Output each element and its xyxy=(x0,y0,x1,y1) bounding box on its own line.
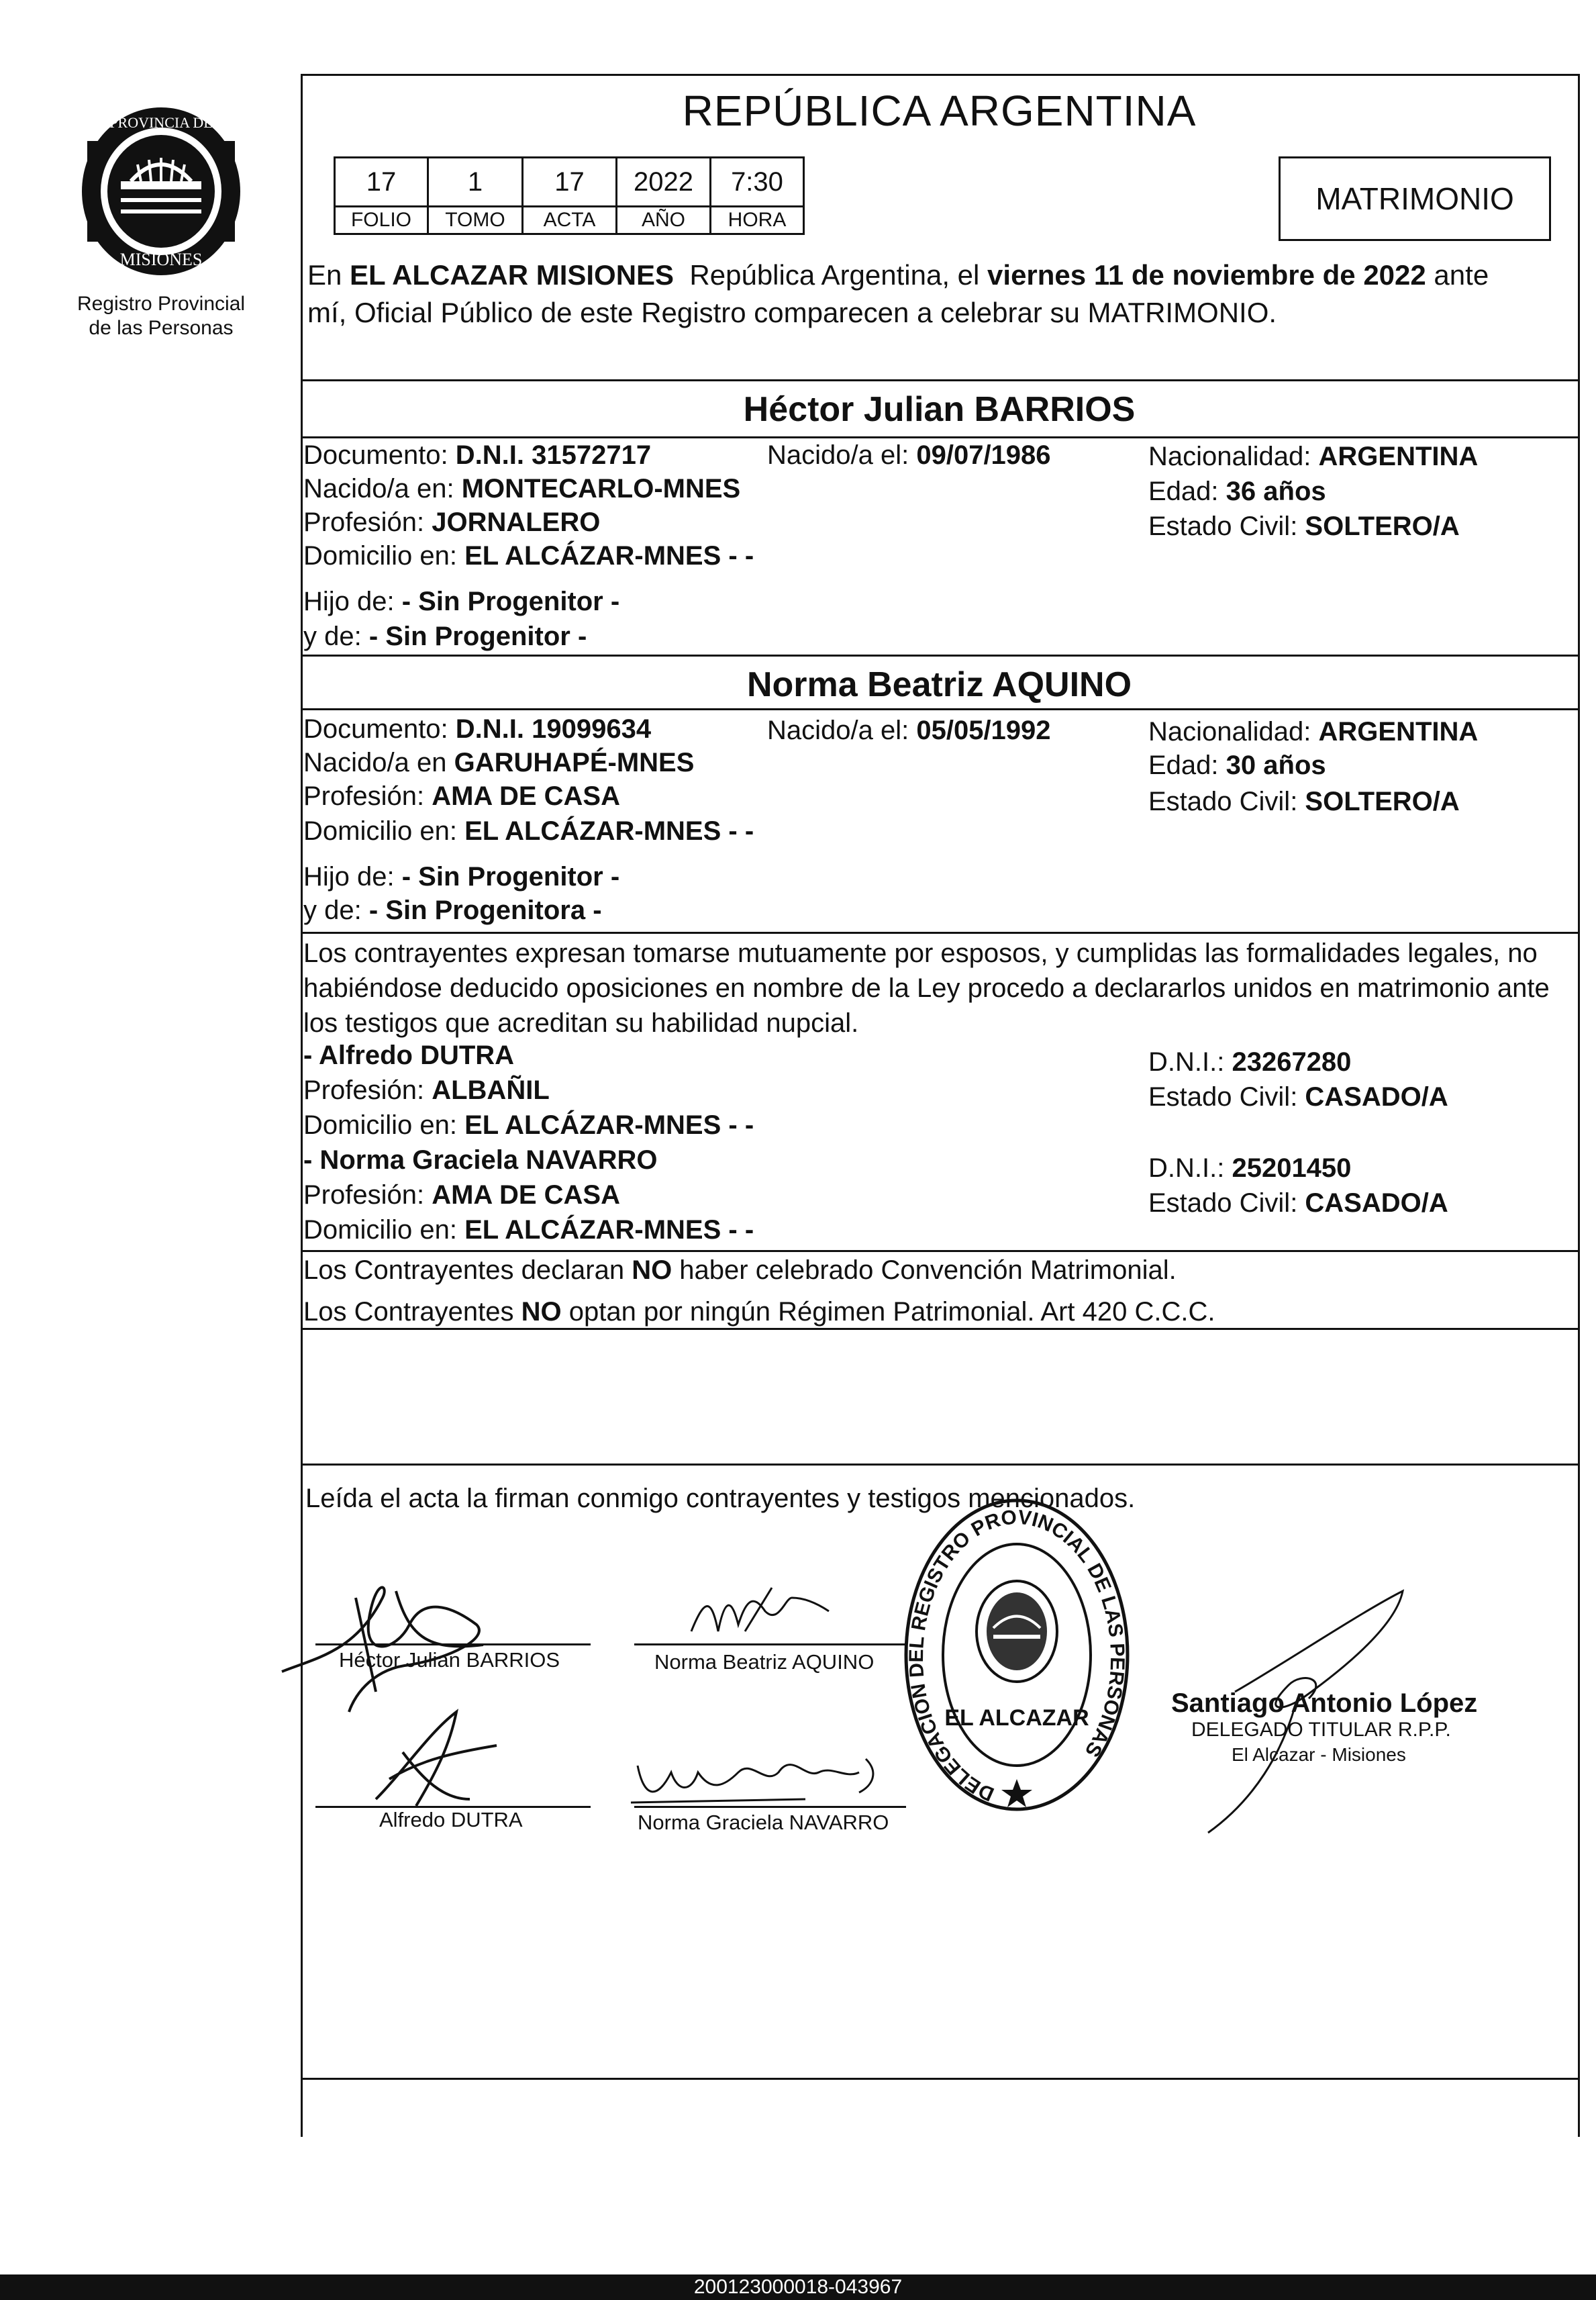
divider xyxy=(301,1464,1578,1466)
spouse2-profession xyxy=(303,779,620,814)
regime-text: haber celebrado Convención Matrimonial. xyxy=(672,1255,1177,1285)
logo-caption-line2: de las Personas xyxy=(89,317,234,339)
regime-line1 xyxy=(303,1253,1177,1288)
spouse1-birthplace xyxy=(303,471,740,506)
field-label: Hijo de: xyxy=(303,862,402,892)
field-label: Estado Civil: xyxy=(1148,787,1305,816)
field-label: Hijo de: xyxy=(303,587,402,616)
document-type-box: MATRIMONIO xyxy=(1279,156,1551,241)
field-label: Edad: xyxy=(1148,751,1226,780)
spouse2-document xyxy=(303,712,651,747)
signature-navarro-icon xyxy=(631,1745,886,1806)
signature-caption-aquino: Norma Beatriz AQUINO xyxy=(654,1650,875,1674)
field-label: Profesión: xyxy=(303,1075,432,1105)
field-value: EL ALCÁZAR-MNES - - xyxy=(464,1215,754,1245)
spouse2-birthdate xyxy=(767,713,1051,748)
stamp-icon xyxy=(903,1497,1131,1813)
field-label: Profesión: xyxy=(303,781,432,811)
signature-caption-navarro: Norma Graciela NAVARRO xyxy=(638,1811,889,1834)
signature-caption-dutra: Alfredo DUTRA xyxy=(379,1808,523,1831)
spouse1-parent2 xyxy=(303,619,587,654)
regime-text: Los Contrayentes declaran xyxy=(303,1255,632,1285)
field-value: CASADO/A xyxy=(1305,1188,1448,1218)
field-value: - Sin Progenitor - xyxy=(401,587,620,616)
field-value: D.N.I. 31572717 xyxy=(455,440,652,470)
spouse1-civil-status xyxy=(1148,509,1460,544)
intro-text: En xyxy=(307,259,350,291)
field-label: y de: xyxy=(303,622,369,651)
signature-barrios-icon xyxy=(275,1558,517,1719)
stamp-ring-path: DELEGACION DEL REGISTRO PROVINCIAL DE LAS PERSONAS xyxy=(905,1506,1129,1806)
field-label: Edad: xyxy=(1148,477,1226,506)
field-value: AMA DE CASA xyxy=(432,1180,620,1210)
regime-text: optan por ningún Régimen Patrimonial. Art 420 C.C.C. xyxy=(561,1297,1215,1327)
signature-aquino-icon xyxy=(685,1584,832,1658)
field-value: ALBAÑIL xyxy=(432,1075,550,1105)
field-value: ARGENTINA xyxy=(1318,717,1479,747)
field-label: Profesión: xyxy=(303,508,432,537)
hora-value: 7:30 xyxy=(711,158,804,207)
witness1-dni xyxy=(1148,1045,1351,1080)
field-label: Documento: xyxy=(303,714,456,744)
field-value: D.N.I. 19099634 xyxy=(455,714,652,744)
signatures-intro: Leída el acta la firman conmigo contrayentes y testigos mencionados. xyxy=(305,1484,1136,1513)
declaration-line1: Los contrayentes expresan tomarse mutuamente por esposos, y cumplidas las formalidades legales, no xyxy=(303,939,1538,968)
logo-caption xyxy=(67,292,255,340)
spouse2-nationality xyxy=(1148,714,1478,749)
spouse2-parent1 xyxy=(303,859,619,894)
anio-value: 2022 xyxy=(617,158,711,207)
spouse1-birthdate xyxy=(767,438,1051,473)
folio-label: FOLIO xyxy=(335,207,428,234)
divider xyxy=(301,379,1578,381)
spouse2-parent2 xyxy=(303,893,602,928)
divider xyxy=(301,932,1578,934)
witness1-civil-status xyxy=(1148,1080,1448,1114)
field-value: AMA DE CASA xyxy=(432,781,620,811)
logo-caption-line1: Registro Provincial xyxy=(77,293,246,315)
field-value: 36 años xyxy=(1226,477,1326,506)
intro-text: ante xyxy=(1426,259,1489,291)
spouse1-name: Héctor Julian BARRIOS xyxy=(743,390,1136,429)
regime-no: NO xyxy=(521,1297,562,1327)
witness1-name: - Alfredo DUTRA xyxy=(303,1041,515,1070)
misiones-seal-icon xyxy=(74,101,248,282)
field-label: Nacionalidad: xyxy=(1148,442,1319,471)
divider xyxy=(301,655,1578,657)
field-value: ARGENTINA xyxy=(1318,442,1479,471)
field-label: Nacido/a en xyxy=(303,748,454,777)
divider xyxy=(301,708,1578,710)
stamp-center-text: EL ALCAZAR xyxy=(944,1705,1089,1731)
acta-value: 17 xyxy=(523,158,617,207)
field-label: Nacionalidad: xyxy=(1148,717,1319,747)
spouse2-civil-status xyxy=(1148,784,1460,819)
spouse1-address xyxy=(303,538,754,573)
regime-line2 xyxy=(303,1294,1215,1329)
witness2-dni xyxy=(1148,1151,1351,1186)
field-value: - Sin Progenitor - xyxy=(401,862,620,892)
field-label: Nacido/a el: xyxy=(767,716,917,745)
signature-line xyxy=(634,1643,906,1645)
witness2-name: - Norma Graciela NAVARRO xyxy=(303,1145,658,1175)
seal-top-text: PROVINCIA DE xyxy=(109,114,213,131)
anio-label: AÑO xyxy=(617,207,711,234)
field-label: Estado Civil: xyxy=(1148,1082,1305,1112)
witness2-civil-status xyxy=(1148,1186,1448,1220)
field-value: 05/05/1992 xyxy=(916,716,1051,745)
spouse1-nationality xyxy=(1148,439,1478,474)
officer-name: Santiago Antonio López xyxy=(1171,1688,1478,1718)
field-value: CASADO/A xyxy=(1305,1082,1448,1112)
field-value: SOLTERO/A xyxy=(1305,512,1460,541)
spouse2-address xyxy=(303,814,754,849)
signature-line xyxy=(634,1806,906,1808)
intro-place: EL ALCAZAR MISIONES xyxy=(350,259,675,291)
field-label: Domicilio en: xyxy=(303,541,465,571)
officer-place: El Alcazar - Misiones xyxy=(1232,1744,1406,1765)
field-value: JORNALERO xyxy=(432,508,601,537)
spouse1-parent1 xyxy=(303,584,619,619)
field-label: Domicilio en: xyxy=(303,1215,465,1245)
field-value: - Sin Progenitor - xyxy=(368,622,587,651)
witness2-profession xyxy=(303,1178,620,1212)
spouse1-document xyxy=(303,438,651,473)
regime-text: Los Contrayentes xyxy=(303,1297,521,1327)
page-title: REPÚBLICA ARGENTINA xyxy=(682,87,1197,135)
spouse1-profession xyxy=(303,505,600,540)
witness1-profession xyxy=(303,1073,550,1108)
intro-line1 xyxy=(307,258,1489,293)
acta-label: ACTA xyxy=(523,207,617,234)
star-icon xyxy=(1001,1779,1032,1807)
field-value: GARUHAPÉ-MNES xyxy=(454,748,695,777)
field-label: Documento: xyxy=(303,440,456,470)
field-value: EL ALCÁZAR-MNES - - xyxy=(464,541,754,571)
field-label: y de: xyxy=(303,896,369,925)
field-value: SOLTERO/A xyxy=(1305,787,1460,816)
field-label: Profesión: xyxy=(303,1180,432,1210)
field-label: Nacido/a en: xyxy=(303,474,462,504)
field-label: D.N.I.: xyxy=(1148,1153,1232,1183)
spouse2-name: Norma Beatriz AQUINO xyxy=(746,665,1132,704)
field-value: 09/07/1986 xyxy=(916,440,1051,470)
field-value: 30 años xyxy=(1226,751,1326,780)
folio-value: 17 xyxy=(335,158,428,207)
seal-bottom-text: MISIONES xyxy=(119,250,203,269)
regime-no: NO xyxy=(632,1255,672,1285)
tomo-value: 1 xyxy=(428,158,523,207)
field-value: EL ALCÁZAR-MNES - - xyxy=(464,1110,754,1140)
divider xyxy=(301,2078,1578,2080)
witness1-address xyxy=(303,1108,754,1143)
intro-text: República Argentina, el xyxy=(674,259,988,291)
hora-label: HORA xyxy=(711,207,804,234)
spouse1-age xyxy=(1148,474,1326,509)
field-label: Domicilio en: xyxy=(303,816,465,846)
spouse2-birthplace xyxy=(303,745,694,780)
official-stamp xyxy=(903,1497,1131,1813)
field-label: D.N.I.: xyxy=(1148,1047,1232,1077)
field-value: 23267280 xyxy=(1232,1047,1352,1077)
signature-line xyxy=(315,1643,591,1645)
signature-dutra-icon xyxy=(362,1705,503,1813)
field-value: 25201450 xyxy=(1232,1153,1352,1183)
declaration-line2: habiéndose deducido oposiciones en nombre de la Ley procedo a declararlos unidos en matrimonio ante xyxy=(303,973,1550,1003)
field-label: Nacido/a el: xyxy=(767,440,917,470)
field-value: EL ALCÁZAR-MNES - - xyxy=(464,816,754,846)
field-label: Estado Civil: xyxy=(1148,1188,1305,1218)
field-value: - Sin Progenitora - xyxy=(368,896,602,925)
document-code-bar: 200123000018-043967 xyxy=(0,2274,1596,2300)
witness2-address xyxy=(303,1212,754,1247)
spouse2-age xyxy=(1148,748,1326,783)
field-label: Domicilio en: xyxy=(303,1110,465,1140)
tomo-label: TOMO xyxy=(428,207,523,234)
intro-line2: mí, Oficial Público de este Registro comparecen a celebrar su MATRIMONIO. xyxy=(307,297,1277,328)
registry-logo xyxy=(67,101,255,340)
field-value: MONTECARLO-MNES xyxy=(461,474,741,504)
declaration-line3: los testigos que acreditan su habilidad nupcial. xyxy=(303,1008,859,1038)
intro-date: viernes 11 de noviembre de 2022 xyxy=(987,259,1426,291)
officer-title: DELEGADO TITULAR R.P.P. xyxy=(1191,1719,1451,1741)
divider xyxy=(301,1250,1578,1252)
signature-caption-barrios: Héctor Julian BARRIOS xyxy=(339,1648,560,1672)
registry-fields-table xyxy=(334,156,805,235)
field-label: Estado Civil: xyxy=(1148,512,1305,541)
